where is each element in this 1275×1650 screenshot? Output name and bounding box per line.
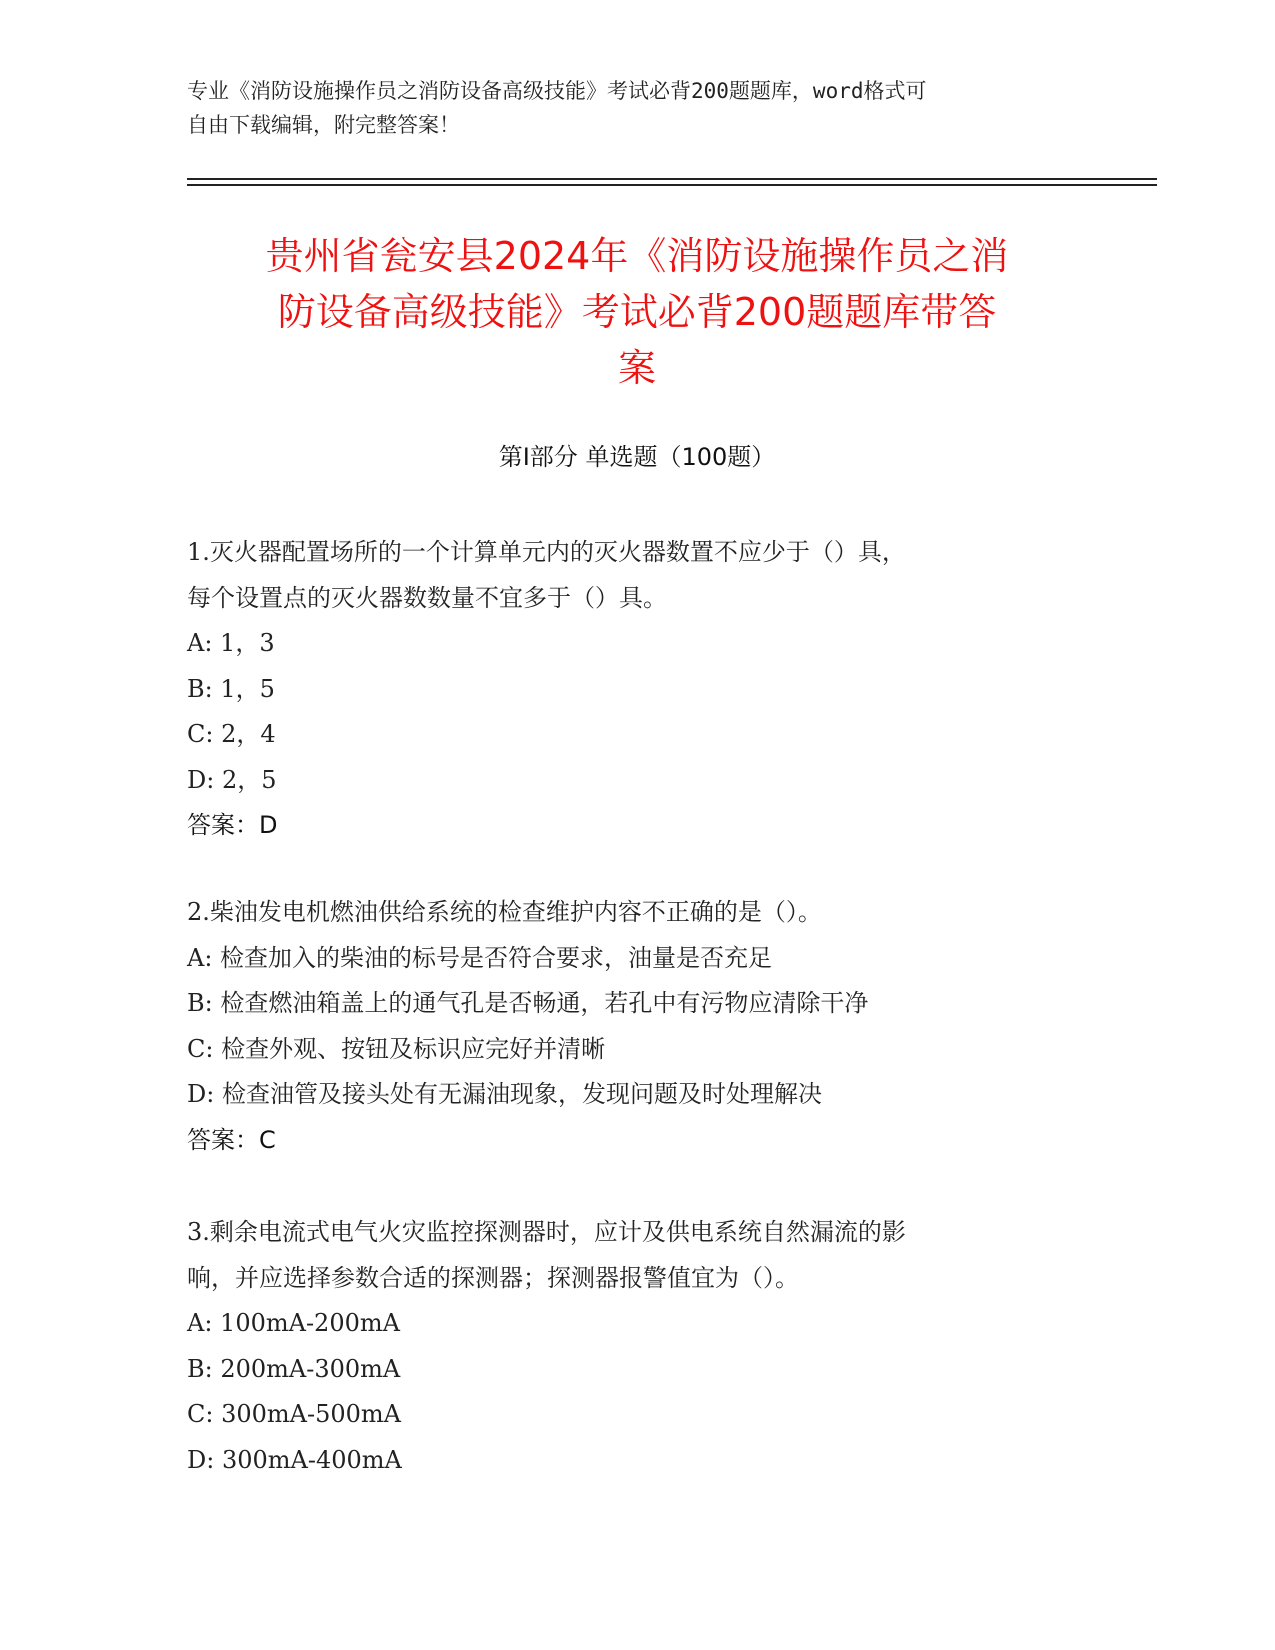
header-note <box>187 74 1087 142</box>
question-stem: 1.灭火器配置场所的一个计算单元内的灭火器数置不应少于（）具， <box>187 538 906 566</box>
question-3 <box>187 1210 1087 1483</box>
header-note-line-2: 自由下载编辑，附完整答案！ <box>187 113 460 137</box>
option-c: C: 2，4 <box>187 720 276 748</box>
header-note-line-1: 专业《消防设施操作员之消防设备高级技能》考试必背200题题库，word格式可 <box>187 79 927 103</box>
document-title-line-1: 贵州省瓮安县2024年《消防设施操作员之消 <box>265 234 1009 278</box>
header-divider-bottom <box>187 184 1157 186</box>
option-a: A: 1，3 <box>187 629 275 657</box>
option-c: C: 300mA-500mA <box>187 1400 401 1428</box>
answer: 答案：D <box>187 811 278 839</box>
option-a: A: 100mA-200mA <box>187 1309 400 1337</box>
option-d: D: 2，5 <box>187 765 277 794</box>
option-b: B: 200mA-300mA <box>187 1354 401 1383</box>
document-title <box>187 228 1087 396</box>
question-stem: 每个设置点的灭火器数数量不宜多于（）具。 <box>187 583 667 612</box>
document-title-line-3: 案 <box>617 346 656 390</box>
option-a: A: 检查加入的柴油的标号是否符合要求，油量是否充足 <box>187 943 773 972</box>
question-stem: 3.剩余电流式电气火灾监控探测器时，应计及供电系统自然漏流的影 <box>187 1218 906 1246</box>
answer: 答案：C <box>187 1125 276 1154</box>
option-b: B: 1，5 <box>187 674 275 703</box>
option-b: B: 检查燃油箱盖上的通气孔是否畅通，若孔中有污物应清除干净 <box>187 989 869 1017</box>
section-title: 第I部分 单选题（100题） <box>498 443 776 471</box>
document-title-line-2: 防设备高级技能》考试必背200题题库带答 <box>277 290 997 334</box>
option-d: D: 检查油管及接头处有无漏油现象，发现问题及时处理解决 <box>187 1080 822 1108</box>
question-2 <box>187 890 1087 1163</box>
question-stem: 响，并应选择参数合适的探测器；探测器报警值宜为（）。 <box>187 1263 799 1292</box>
option-c: C: 检查外观、按钮及标识应完好并清晰 <box>187 1034 606 1063</box>
header-divider-top <box>187 178 1157 180</box>
question-stem: 2.柴油发电机燃油供给系统的检查维护内容不正确的是（）。 <box>187 898 822 926</box>
question-1 <box>187 530 1087 849</box>
option-d: D: 300mA-400mA <box>187 1445 402 1474</box>
